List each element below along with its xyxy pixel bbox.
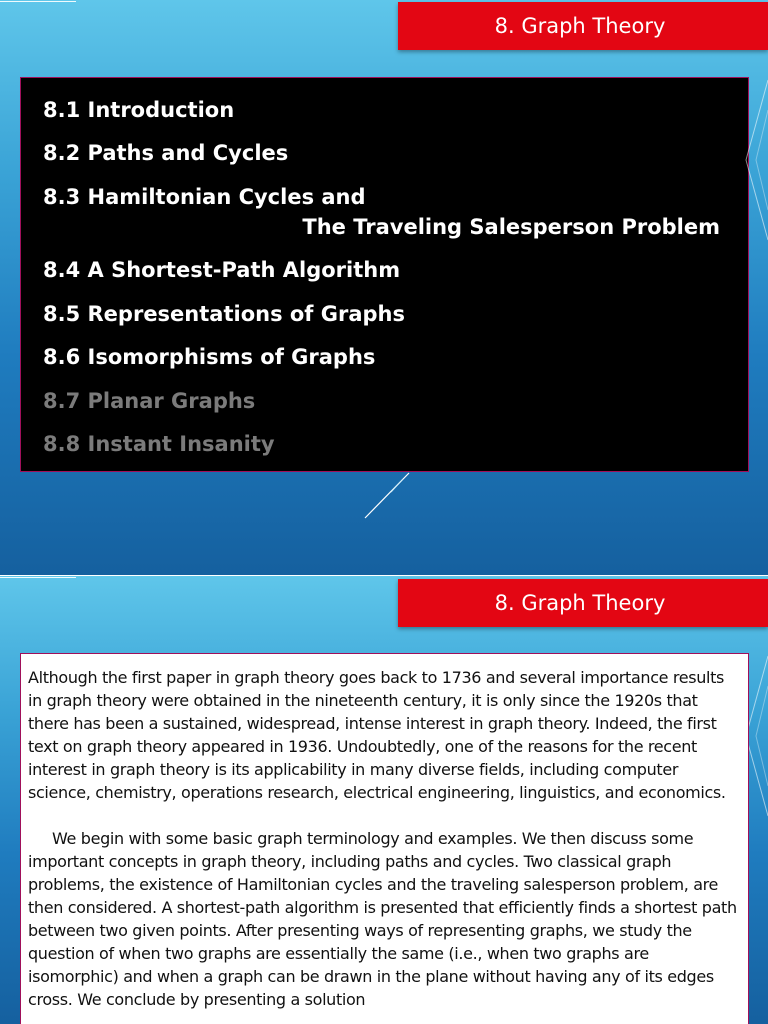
accent-line bbox=[0, 1, 76, 2]
toc-item-8-5: 8.5 Representations of Graphs bbox=[43, 302, 406, 326]
decorative-chevrons bbox=[738, 60, 768, 260]
toc-item-8-8: 8.8 Instant Insanity bbox=[43, 432, 275, 456]
toc-item-8-2: 8.2 Paths and Cycles bbox=[43, 141, 289, 165]
slide-title-banner: 8. Graph Theory bbox=[398, 2, 768, 50]
toc-item-8-7: 8.7 Planar Graphs bbox=[43, 389, 256, 413]
toc-item-8-4: 8.4 A Shortest-Path Algorithm bbox=[43, 258, 401, 282]
body-text-box bbox=[20, 653, 749, 1024]
slide-2 bbox=[0, 576, 768, 1024]
overview-paragraph: We begin with some basic graph terminology and examples. We then discuss some important concepts in graph theory, including paths and cycles. Two classical graph problems, the existence of Hamiltonian cycles and the traveling salesperson problem, are then considered. A shortest-path algorithm is presented that efficiently finds a shortest path between two given points. After presenting ways of representing graphs, we study the question of when two graphs are essentially the same (i.e., when two graphs are isomorphic) and when a graph can be drawn in the plane without having any of its edges cross. We conclude by presenting a solution bbox=[28, 829, 737, 1009]
table-of-contents bbox=[20, 77, 749, 472]
intro-paragraph: Although the first paper in graph theory goes back to 1736 and several importance results in graph theory were obtained in the nineteenth century, it is only since the 1920s that there has been a sustained, widespread, intense interest in graph theory. Indeed, the first text on graph theory appeared in 1936. Undoubtedly, one of the reasons for the recent interest in graph theory is its applicability in many diverse fields, including computer science, chemistry, operations research, electrical engineering, linguistics, and economics. bbox=[28, 668, 726, 802]
toc-item-8-3-continuation: The Traveling Salesperson Problem bbox=[302, 215, 720, 239]
slide-title-banner: 8. Graph Theory bbox=[398, 579, 768, 627]
toc-item-8-3: 8.3 Hamiltonian Cycles and bbox=[43, 185, 366, 209]
accent-line bbox=[0, 577, 76, 578]
toc-item-8-1: 8.1 Introduction bbox=[43, 98, 235, 122]
toc-item-8-6: 8.6 Isomorphisms of Graphs bbox=[43, 345, 376, 369]
decorative-slash-lines bbox=[355, 470, 415, 525]
